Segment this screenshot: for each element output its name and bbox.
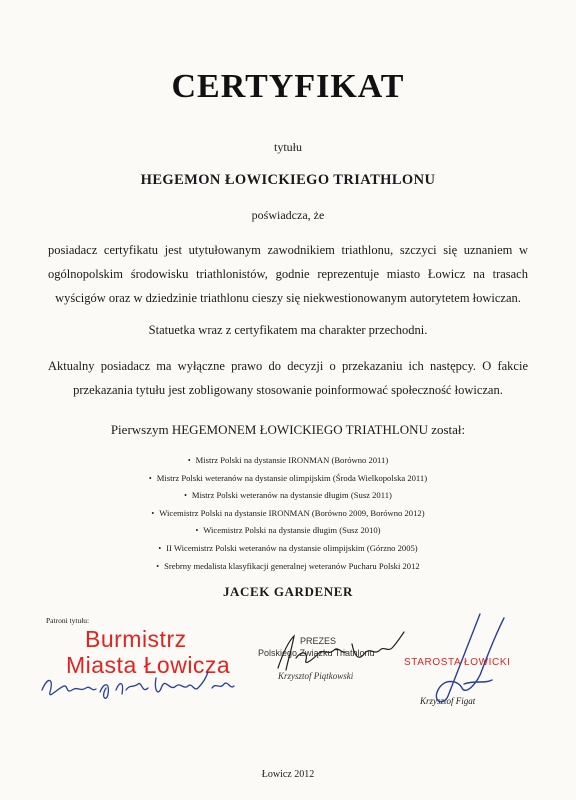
president-org: Polskiego Związku Triathlonu bbox=[258, 648, 375, 658]
holder-name: JACEK GARDENER bbox=[222, 584, 354, 599]
bullet-icon: • bbox=[184, 491, 187, 501]
bullet-icon: • bbox=[158, 543, 162, 553]
certifies-text: poświadcza, że bbox=[251, 208, 325, 222]
achievements-list bbox=[0, 452, 576, 575]
certificate-subtitle: tytułu bbox=[273, 140, 302, 154]
first-holder-intro: Pierwszym HEGEMONEM ŁOWICKIEGO TRIATHLONU został: bbox=[110, 422, 466, 437]
starosta-stamp: STAROSTA ŁOWICKI bbox=[404, 657, 511, 668]
statuette-paragraph: Statuetka wraz z certyfikatem ma charakter przechodni. bbox=[148, 323, 428, 337]
list-item: • II Wicemistrz Polski weteranów na dystansie olimpijskim (Górzno 2005) bbox=[0, 540, 576, 558]
list-item: • Wicemistrz Polski na dystansie IRONMAN (Borówno 2009, Borówno 2012) bbox=[0, 505, 576, 523]
bullet-icon: • bbox=[148, 473, 152, 483]
list-item: • Mistrz Polski na dystansie IRONMAN (Borówno 2011) bbox=[0, 452, 576, 470]
mayor-signature bbox=[38, 668, 238, 708]
list-item: • Mistrz Polski weteranów na dystansie długim (Susz 2011) bbox=[0, 487, 576, 505]
mayor-stamp-line1: Burmistrz bbox=[85, 626, 187, 652]
list-item: • Srebrny medalista klasyfikacji generalnej weteranów Pucharu Polski 2012 bbox=[0, 558, 576, 576]
bullet-icon: • bbox=[187, 456, 191, 465]
starosta-signature bbox=[418, 610, 518, 710]
honor-title: HEGEMON ŁOWICKIEGO TRIATHLONU bbox=[140, 172, 436, 188]
patrons-label: Patroni tytułu: bbox=[46, 616, 90, 625]
place-date: Łowicz 2012 bbox=[261, 769, 315, 780]
bullet-icon: • bbox=[156, 561, 160, 571]
starosta-name: Krzysztof Figat bbox=[420, 696, 476, 706]
certificate-title: CERTYFIKAT bbox=[171, 68, 405, 105]
president-title: PREZES bbox=[300, 636, 337, 646]
bullet-icon: • bbox=[151, 508, 155, 518]
president-signature bbox=[272, 630, 412, 676]
mayor-stamp-line2: Miasta Łowicza bbox=[66, 652, 231, 678]
succession-paragraph: Aktualny posiadacz ma wyłączne prawo do decyzji o przekazaniu ich następcy. O fakcie przekazania tytułu jest zobligowany stosowanie poinformować społeczność łowiczan. bbox=[48, 359, 528, 397]
bullet-icon: • bbox=[195, 526, 199, 536]
description-paragraph: posiadacz certyfikatu jest utytułowanym zawodnikiem triathlonu, szczyci się uznaniem w ogólnopolskim środowisku triathlonistów, godnie reprezentuje miasto Łowicz na trasach wyścigów oraz w dziedzinie triathlonu cieszy się niekwestionowanym autorytetem łowiczan. bbox=[48, 243, 528, 305]
list-item: • Mistrz Polski weteranów na dystansie olimpijskim (Środa Wielkopolska 2011) bbox=[0, 470, 576, 488]
list-item: • Wicemistrz Polski na dystansie długim (Susz 2010) bbox=[0, 522, 576, 540]
president-name: Krzysztof Piątkowski bbox=[278, 671, 354, 681]
